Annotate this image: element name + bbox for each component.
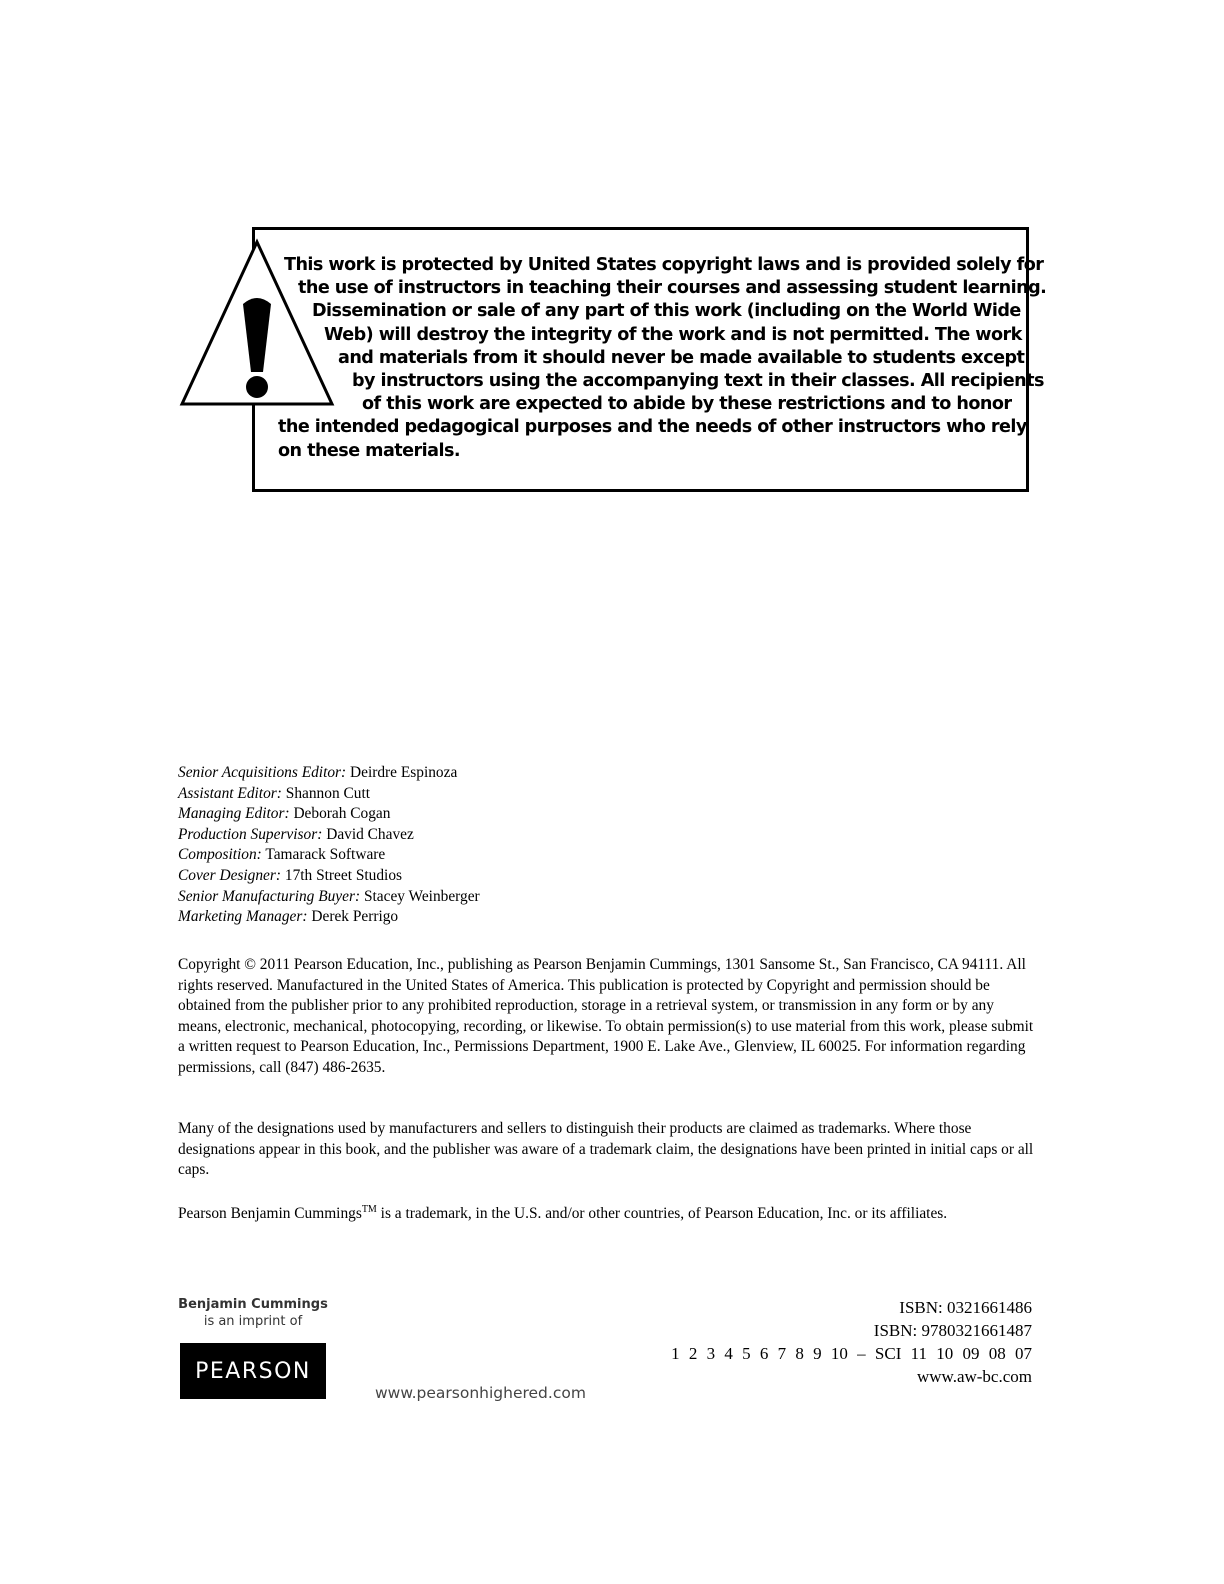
copyright-paragraph: Copyright © 2011 Pearson Education, Inc., publishing as Pearson Benjamin Cummings, 1301 Sansome St., San Francisco, CA 94111. All rights reserved. Manufactured in the United States of America. This publication is protected by Copyright and permission should be obtained from the publisher prior to any prohibited reproduction, storage in a retrieval system, or transmission in any form or by any means, electronic, mechanical, photocopying, recording, or likewise. To obtain permission(s) to use material from this work, please submit a written request to Pearson Education, Inc., Permissions Department, 1900 E. Lake Ave., Glenview, IL 60025. For information regarding permissions, call (847) 486-2635. — [178, 956, 1034, 1076]
credit-name: Derek Perrigo — [311, 908, 399, 926]
credit-name: 17th Street Studios — [284, 866, 403, 884]
credit-role: Composition: — [178, 846, 262, 864]
trademark-statement-paragraph — [178, 1200, 1034, 1225]
credit-line — [178, 763, 1038, 784]
pearson-logo: PEARSON — [180, 1343, 326, 1399]
warning-line: the use of instructors in teaching their courses and assessing student learning. — [298, 278, 1047, 299]
warning-line: of this work are expected to abide by these restrictions and to honor — [362, 394, 1012, 415]
credits-list — [178, 763, 1038, 928]
warning-line: This work is protected by United States copyright laws and is provided solely for — [284, 255, 1044, 275]
warning-line: on these materials. — [278, 440, 460, 461]
credit-role: Production Supervisor: — [178, 825, 323, 843]
credit-line — [178, 784, 1038, 805]
copyright-warning-text — [270, 254, 1047, 463]
credit-line — [178, 907, 1038, 928]
warning-line: and materials from it should never be made available to students except — [338, 347, 1025, 368]
credit-role: Senior Manufacturing Buyer: — [178, 887, 361, 905]
credit-name: Deirdre Espinoza — [350, 764, 458, 781]
imprint-brand: Benjamin Cummings — [178, 1297, 328, 1312]
credit-name: Stacey Weinberger — [363, 887, 480, 905]
bibliographic-info — [671, 1296, 1032, 1388]
trademark-rest: is a trademark, in the U.S. and/or other countries, of Pearson Education, Inc. or its affiliates. — [376, 1205, 948, 1223]
trademark-name: Pearson Benjamin Cummings — [178, 1205, 362, 1223]
credit-line — [178, 804, 1038, 825]
credit-role: Senior Acquisitions Editor: — [178, 764, 347, 781]
credit-name: David Chavez — [326, 825, 414, 843]
trademark-symbol: TM — [361, 1204, 377, 1215]
credit-role: Managing Editor: — [178, 805, 290, 823]
credit-line — [178, 866, 1038, 887]
credit-role: Assistant Editor: — [178, 784, 282, 802]
credit-line — [178, 887, 1038, 908]
credit-role: Cover Designer: — [178, 866, 282, 884]
trademark-notice-paragraph: Many of the designations used by manufacturers and sellers to distinguish their products are claimed as trademarks. Where those designations appear in this book, and the publisher was aware of a trademark claim, the designations have been printed in initial caps or all caps. — [178, 1120, 1034, 1179]
credit-name: Deborah Cogan — [293, 805, 391, 823]
warning-line: by instructors using the accompanying text in their classes. All recipients — [352, 371, 1044, 392]
warning-line: Web) will destroy the integrity of the work and is not permitted. The work — [324, 324, 1022, 345]
warning-line: the intended pedagogical purposes and the needs of other instructors who rely — [278, 417, 1027, 438]
credit-name: Shannon Cutt — [285, 784, 370, 802]
imprint-subtitle: is an imprint of — [203, 1314, 303, 1329]
print-line: 1 2 3 4 5 6 7 8 9 10 – SCI 11 10 09 08 07 — [671, 1344, 1032, 1363]
biblio-url: www.aw-bc.com — [916, 1367, 1032, 1386]
credit-line — [178, 825, 1038, 846]
imprint-label — [178, 1296, 328, 1330]
warning-line: Dissemination or sale of any part of this work (including on the World Wide — [312, 301, 1021, 322]
credit-role: Marketing Manager: — [178, 908, 308, 926]
isbn-10: ISBN: 0321661486 — [899, 1298, 1032, 1317]
isbn-13: ISBN: 9780321661487 — [873, 1321, 1032, 1340]
publisher-website: www.pearsonhighered.com — [375, 1384, 586, 1402]
credit-name: Tamarack Software — [265, 846, 386, 864]
credit-line — [178, 845, 1038, 866]
